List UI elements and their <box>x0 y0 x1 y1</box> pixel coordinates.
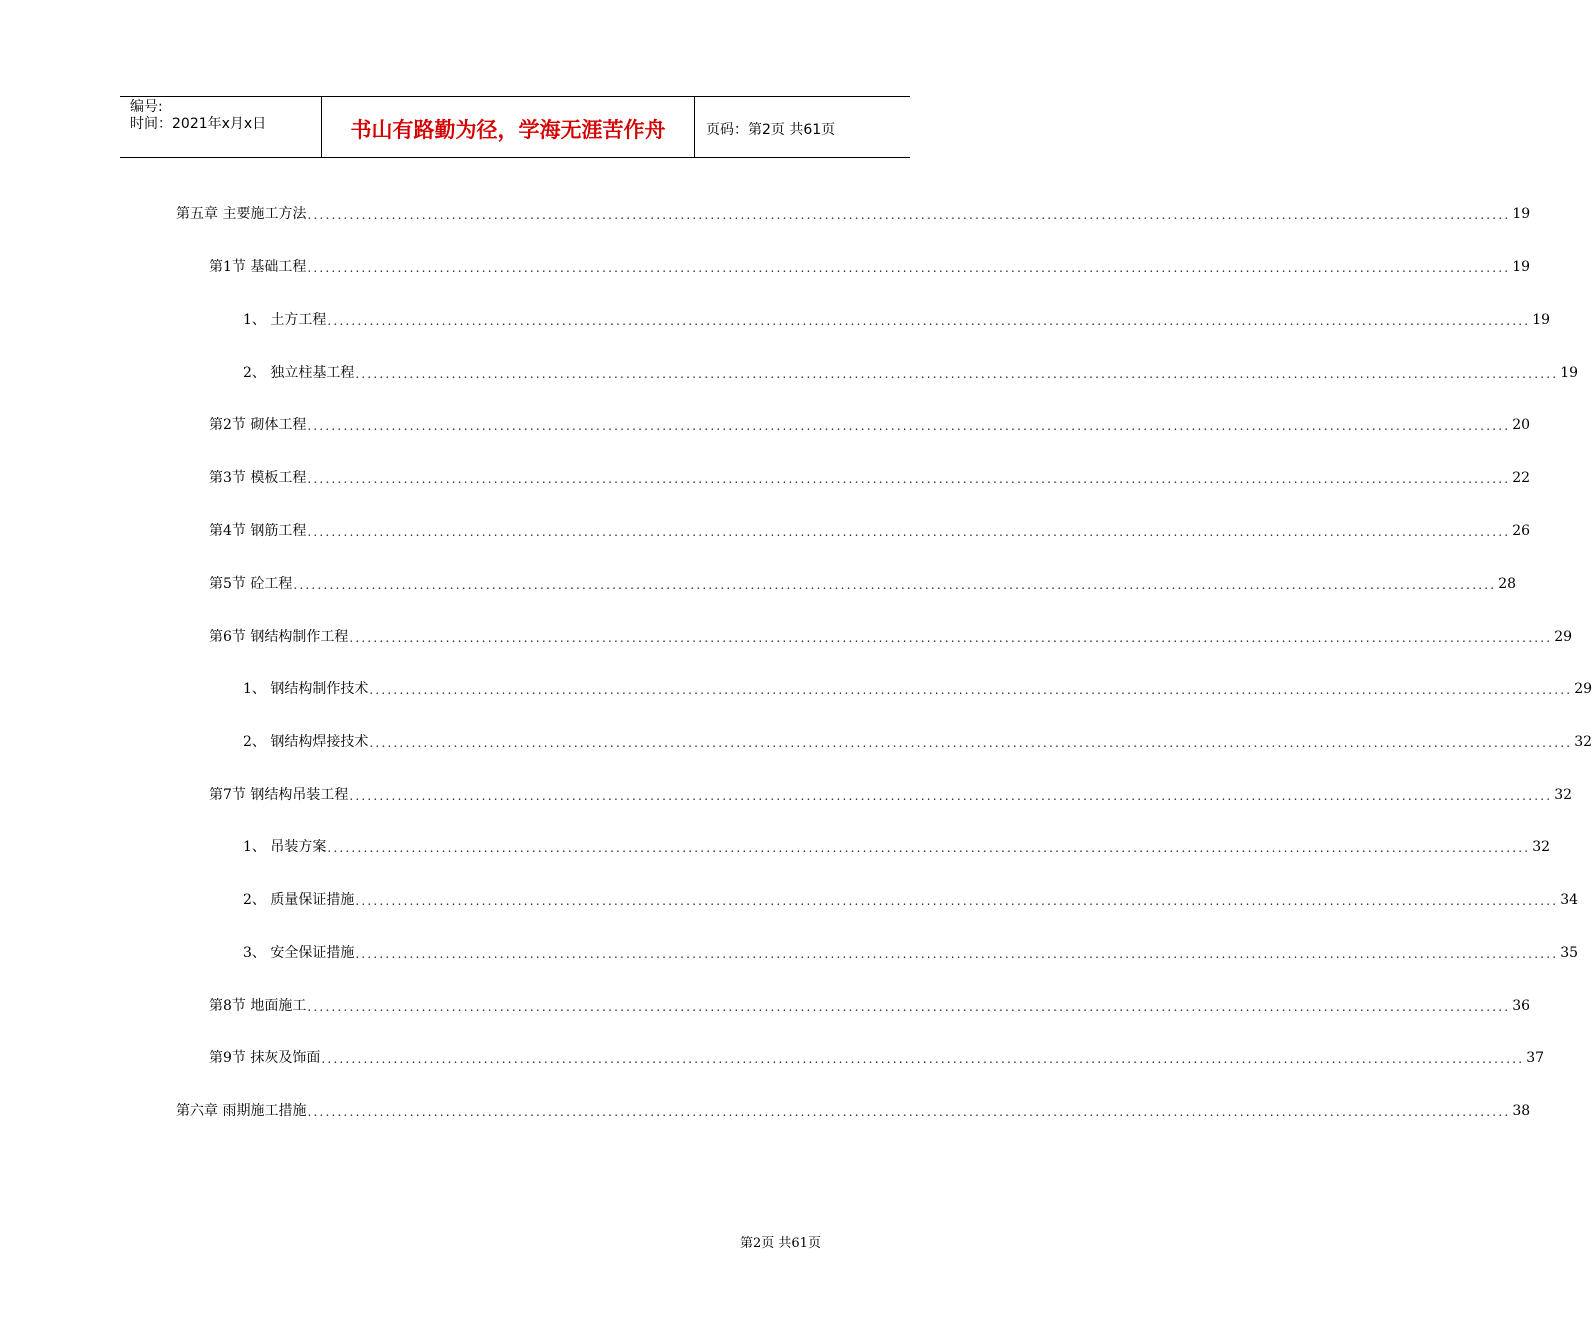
toc-entry-page: 19 <box>1512 259 1531 275</box>
toc-leader-dots: ........................................................................................................................................................................................................ <box>307 1000 1511 1014</box>
toc-entry[interactable] <box>243 890 1579 910</box>
toc-entry[interactable] <box>243 732 1592 752</box>
toc-entry-label: 1、 吊装方案 <box>243 839 327 855</box>
header-motto: 书山有路勤为径，学海无涯苦作舟 <box>350 118 666 142</box>
toc-entry-label: 第六章 雨期施工措施 <box>176 1103 307 1119</box>
toc-entry[interactable] <box>209 574 1517 594</box>
toc-entry[interactable] <box>209 468 1531 488</box>
toc-entry[interactable] <box>209 785 1573 805</box>
toc-entry[interactable] <box>243 679 1592 699</box>
toc-leader-dots: ........................................................................................................................................................................................................ <box>307 261 1511 275</box>
page-header <box>120 96 910 158</box>
toc-entry-label: 第4节 钢筋工程 <box>209 523 307 539</box>
toc-leader-dots: ........................................................................................................................................................................................................ <box>327 314 1531 328</box>
toc-leader-dots: ........................................................................................................................................................................................................ <box>307 208 1511 222</box>
toc-leader-dots: ........................................................................................................................................................................................................ <box>355 947 1559 961</box>
toc-entry-label: 第8节 地面施工 <box>209 998 307 1014</box>
header-divider <box>694 97 695 157</box>
toc-entry-label: 第2节 砌体工程 <box>209 417 307 433</box>
toc-entry-page: 19 <box>1512 206 1531 222</box>
toc-entry[interactable] <box>243 943 1579 963</box>
toc-leader-dots: ........................................................................................................................................................................................................ <box>327 841 1531 855</box>
toc-entry[interactable] <box>243 837 1551 857</box>
toc-entry-label: 2、 钢结构焊接技术 <box>243 734 369 750</box>
toc-entry-label: 3、 安全保证措施 <box>243 945 355 961</box>
toc-entry-label: 第9节 抹灰及饰面 <box>209 1050 321 1066</box>
toc-leader-dots: ........................................................................................................................................................................................................ <box>369 736 1573 750</box>
toc-entry[interactable] <box>209 1048 1545 1068</box>
toc-entry-page: 32 <box>1532 839 1551 855</box>
toc-entry-page: 19 <box>1560 365 1579 381</box>
toc-leader-dots: ........................................................................................................................................................................................................ <box>355 367 1559 381</box>
toc-entry-page: 29 <box>1574 681 1592 697</box>
toc-leader-dots: ........................................................................................................................................................................................................ <box>355 894 1559 908</box>
header-page-code: 页码：第2页 共61页 <box>706 122 836 138</box>
toc-leader-dots: ........................................................................................................................................................................................................ <box>307 419 1511 433</box>
toc-entry-page: 29 <box>1554 629 1573 645</box>
toc-leader-dots: ........................................................................................................................................................................................................ <box>321 1052 1525 1066</box>
toc-entry-page: 28 <box>1498 576 1517 592</box>
toc-entry[interactable] <box>209 415 1531 435</box>
toc-leader-dots: ........................................................................................................................................................................................................ <box>293 578 1497 592</box>
toc-entry[interactable] <box>243 310 1551 330</box>
toc-entry[interactable] <box>209 996 1531 1016</box>
toc-leader-dots: ........................................................................................................................................................................................................ <box>307 472 1511 486</box>
toc-entry-label: 第6节 钢结构制作工程 <box>209 629 349 645</box>
footer-page-indicator: 第2页 共61页 <box>740 1236 821 1251</box>
toc-entry-label: 1、 钢结构制作技术 <box>243 681 369 697</box>
toc-entry-label: 第1节 基础工程 <box>209 259 307 275</box>
toc-entry[interactable] <box>209 257 1531 277</box>
toc-entry-label: 第5节 砼工程 <box>209 576 293 592</box>
toc-entry[interactable] <box>176 1101 1531 1121</box>
toc-entry-page: 20 <box>1512 417 1531 433</box>
header-page-code-cell <box>706 97 910 157</box>
header-motto-cell <box>321 97 695 157</box>
toc-leader-dots: ........................................................................................................................................................................................................ <box>307 1105 1511 1119</box>
toc-entry-page: 32 <box>1574 734 1592 750</box>
toc-leader-dots: ........................................................................................................................................................................................................ <box>369 683 1573 697</box>
toc-entry-page: 36 <box>1512 998 1531 1014</box>
toc-entry-page: 37 <box>1526 1050 1545 1066</box>
toc-entry-label: 第3节 模板工程 <box>209 470 307 486</box>
toc-entry[interactable] <box>176 204 1531 224</box>
toc-entry-page: 35 <box>1560 945 1579 961</box>
toc-leader-dots: ........................................................................................................................................................................................................ <box>307 525 1511 539</box>
toc-entry-label: 第五章 主要施工方法 <box>176 206 307 222</box>
toc-entry-page: 32 <box>1554 787 1573 803</box>
toc-entry-label: 第7节 钢结构吊装工程 <box>209 787 349 803</box>
document-time-label: 时间：2021年x月x日 <box>130 116 267 132</box>
document-number-label: 编号: <box>130 99 163 115</box>
toc-entry-page: 38 <box>1512 1103 1531 1119</box>
toc-entry[interactable] <box>209 627 1573 647</box>
toc-entry[interactable] <box>209 521 1531 541</box>
toc-leader-dots: ........................................................................................................................................................................................................ <box>349 631 1553 645</box>
toc-entry-label: 1、 土方工程 <box>243 312 327 328</box>
toc-entry-label: 2、 独立柱基工程 <box>243 365 355 381</box>
toc-entry-label: 2、 质量保证措施 <box>243 892 355 908</box>
toc-entry-page: 26 <box>1512 523 1531 539</box>
toc-entry-page: 22 <box>1512 470 1531 486</box>
toc-entry-page: 19 <box>1532 312 1551 328</box>
toc-entry[interactable] <box>243 363 1579 383</box>
header-info <box>130 97 320 157</box>
page-footer <box>740 1232 821 1251</box>
toc-leader-dots: ........................................................................................................................................................................................................ <box>349 789 1553 803</box>
toc-entry-page: 34 <box>1560 892 1579 908</box>
